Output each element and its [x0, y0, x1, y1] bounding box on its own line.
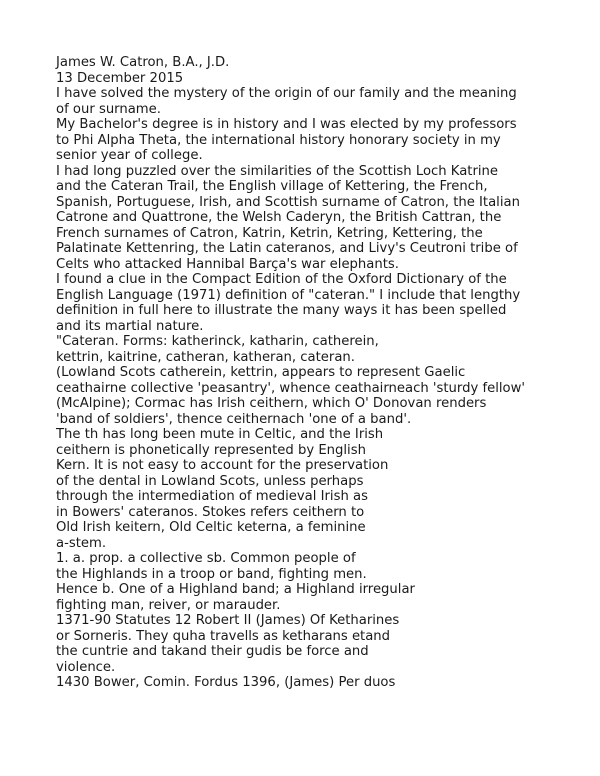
- text-line: fighting man, reiver, or marauder.: [56, 597, 281, 613]
- text-line: "Cateran. Forms: katherinck, katharin, catherein,: [56, 334, 379, 349]
- text-line: (McAlpine); Cormac has Irish ceithern, which O' Donovan renders: [56, 396, 487, 411]
- text-line: English Language (1971) definition of "cateran." I include that lengthy: [56, 287, 521, 303]
- text-line: ceathairne collective 'peasantry', whence ceathairneach 'sturdy fellow': [56, 380, 526, 396]
- text-line: Hence b. One of a Highland band; a Highland irregular: [56, 582, 415, 597]
- text-line: 1430 Bower, Comin. Fordus 1396, (James) Per duos: [56, 675, 396, 690]
- text-line: of our surname.: [56, 101, 161, 117]
- text-line: (Lowland Scots catherein, kettrin, appears to represent Gaelic: [56, 365, 466, 380]
- text-line: Celts who attacked Hannibal Barça's war elephants.: [56, 256, 399, 272]
- text-line: senior year of college.: [56, 148, 203, 163]
- document-page: [56, 55, 576, 691]
- text-line: violence.: [56, 659, 116, 675]
- text-line: I had long puzzled over the similarities of the Scottish Loch Katrine: [56, 163, 499, 179]
- text-line: Old Irish keitern, Old Celtic keterna, a feminine: [56, 520, 366, 535]
- text-line: 1371-90 Statutes 12 Robert II (James) Of Ketharines: [56, 613, 400, 628]
- text-line: Palatinate Kettenring, the Latin cateranos, and Livy's Ceutroni tribe of: [56, 241, 518, 256]
- text-line: to Phi Alpha Theta, the international history honorary society in my: [56, 132, 501, 148]
- text-line: and its martial nature.: [56, 318, 204, 334]
- text-line: Catrone and Quattrone, the Welsh Caderyn, the British Cattran, the: [56, 210, 502, 225]
- text-line: the cuntrie and takand their gudis be force and: [56, 644, 369, 659]
- text-line: French surnames of Catron, Katrin, Ketrin, Ketring, Kettering, the: [56, 225, 483, 241]
- text-line: 'band of soldiers', thence ceithernach 'one of a band'.: [56, 411, 412, 427]
- text-line: James W. Catron, B.A., J.D.: [56, 55, 230, 70]
- text-line: 13 December 2015: [56, 70, 184, 86]
- text-line: definition in full here to illustrate the many ways it has been spelled: [56, 303, 507, 318]
- text-line: through the intermediation of medieval Irish as: [56, 489, 368, 504]
- text-line: the Highlands in a troop or band, fighting men.: [56, 566, 367, 582]
- text-line: ceithern is phonetically represented by English: [56, 442, 366, 458]
- text-line: in Bowers' cateranos. Stokes refers ceithern to: [56, 504, 365, 520]
- text-line: or Sorneris. They quha travells as ketharans etand: [56, 628, 391, 644]
- text-line: Spanish, Portuguese, Irish, and Scottish surname of Catron, the Italian: [56, 194, 520, 210]
- text-line: I have solved the mystery of the origin of our family and the meaning: [56, 86, 517, 101]
- text-line: kettrin, kaitrine, catheran, katheran, cateran.: [56, 349, 355, 365]
- text-line: The th has long been mute in Celtic, and the Irish: [56, 427, 384, 442]
- text-line: a-stem.: [56, 535, 107, 551]
- text-line: of the dental in Lowland Scots, unless perhaps: [56, 473, 364, 489]
- text-line: My Bachelor's degree is in history and I was elected by my professors: [56, 117, 517, 132]
- text-line: I found a clue in the Compact Edition of the Oxford Dictionary of the: [56, 272, 507, 287]
- text-line: Kern. It is not easy to account for the preservation: [56, 458, 389, 473]
- text-line: 1. a. prop. a collective sb. Common people of: [56, 551, 356, 566]
- text-line: and the Cateran Trail, the English village of Kettering, the French,: [56, 179, 488, 194]
